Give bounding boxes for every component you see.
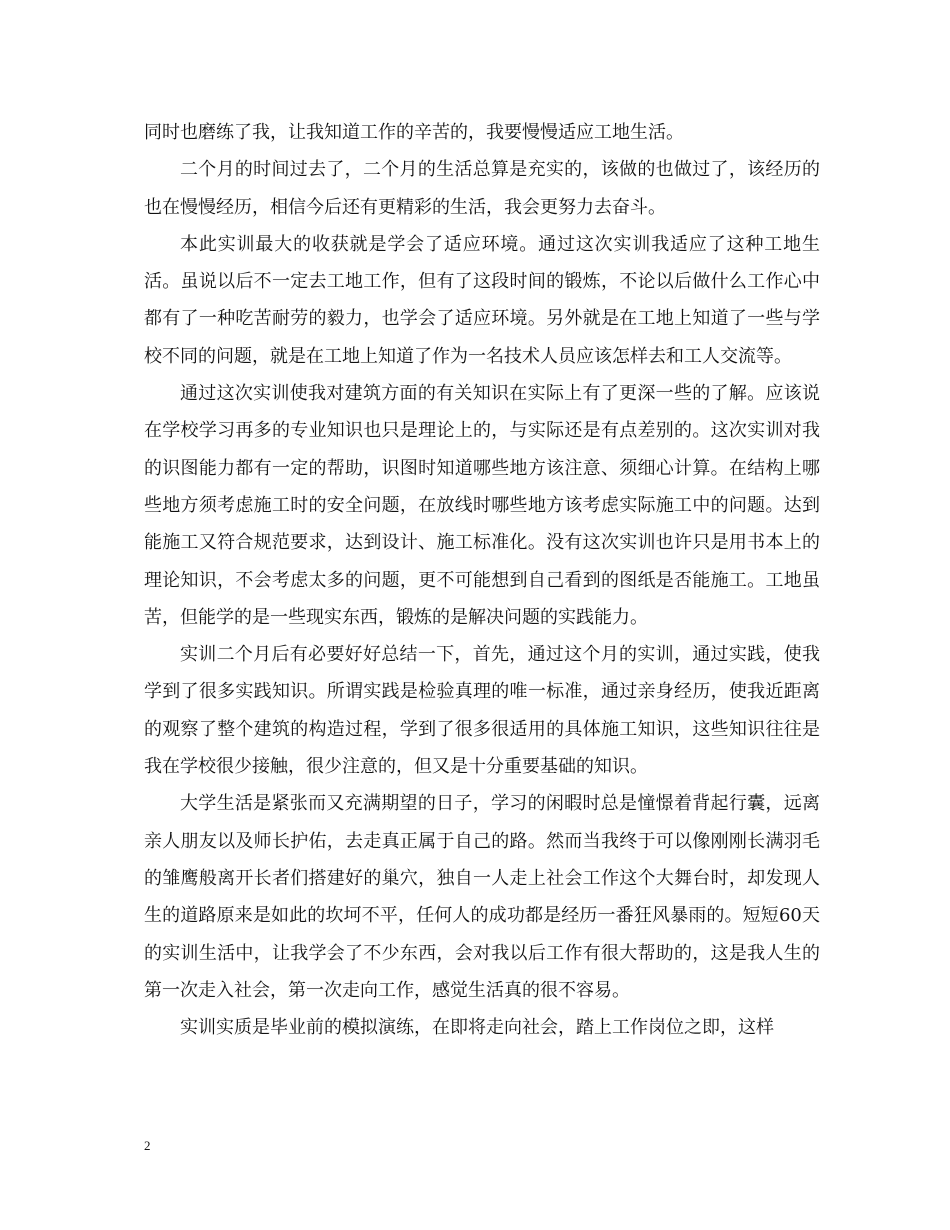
- paragraph: 通过这次实训使我对建筑方面的有关知识在实际上有了更深一些的了解。应该说在学校学习再多的专业知识也只是理论上的，与实际还是有点差别的。这次实训对我的识图能力都有一定的帮助，识图时知道哪些地方该注意、须细心计算。在结构上哪些地方须考虑施工时的安全问题，在放线时哪些地方该考虑实际施工中的问题。达到能施工又符合规范要求，达到设计、施工标准化。没有这次实训也许只是用书本上的理论知识，不会考虑太多的问题，更不可能想到自己看到的图纸是否能施工。工地虽苦，但能学的是一些现实东西，锻炼的是解决问题的实践能力。: [144, 383, 820, 628]
- paragraph: 本此实训最大的收获就是学会了适应环境。通过这次实训我适应了这种工地生活。虽说以后不一定去工地工作，但有了这段时间的锻炼，不论以后做什么工作心中都有了一种吃苦耐劳的毅力，也学会了适应环境。另外就是在工地上知道了一些与学校不同的问题，就是在工地上知道了作为一名技术人员应该怎样去和工人交流等。: [144, 233, 820, 367]
- body-text: [144, 114, 820, 1046]
- page-number: 2: [144, 1138, 151, 1153]
- paragraph: 实训二个月后有必要好好总结一下，首先，通过这个月的实训，通过实践，使我学到了很多实践知识。所谓实践是检验真理的唯一标准，通过亲身经历，使我近距离的观察了整个建筑的构造过程，学到了很多很适用的具体施工知识，这些知识往往是我在学校很少接触，很少注意的，但又是十分重要基础的知识。: [144, 644, 820, 778]
- paragraph: 二个月的时间过去了，二个月的生活总算是充实的，该做的也做过了，该经历的也在慢慢经历，相信今后还有更精彩的生活，我会更努力去奋斗。: [144, 159, 820, 218]
- paragraph-continuation: 同时也磨练了我，让我知道工作的辛苦的，我要慢慢适应工地生活。: [144, 122, 684, 143]
- paragraph: 实训实质是毕业前的模拟演练，在即将走向社会，踏上工作岗位之即，这样: [180, 1017, 774, 1039]
- paragraph: 大学生活是紧张而又充满期望的日子，学习的闲暇时总是憧憬着背起行囊，远离亲人朋友以及师长护佑，去走真正属于自己的路。然而当我终于可以像刚刚长满羽毛的雏鹰般离开长者们搭建好的巢穴，独自一人走上社会工作这个大舞台时，却发现人生的道路原来是如此的坎坷不平，任何人的成功都是经历一番狂风暴雨的。短短60天的实训生活中，让我学会了不少东西，会对我以后工作有很大帮助的，这是我人生的第一次走入社会，第一次走向工作，感觉生活真的很不容易。: [144, 793, 820, 1001]
